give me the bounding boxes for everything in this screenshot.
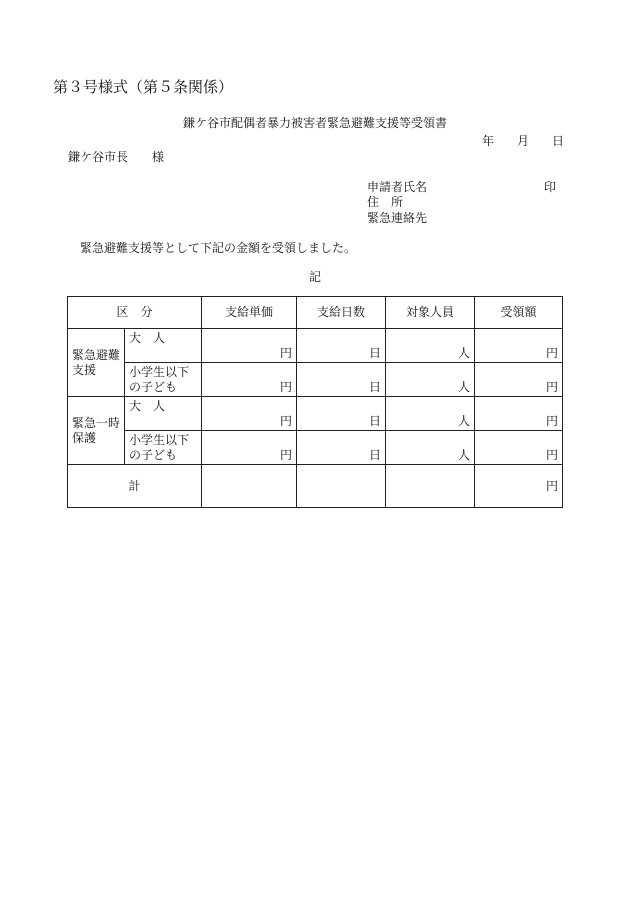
table-row bbox=[68, 363, 563, 397]
table-row bbox=[68, 329, 563, 363]
group-label-line: 緊急避難 bbox=[72, 347, 121, 362]
subcategory-child: 小学生以下 の子ども bbox=[125, 363, 202, 397]
table-row bbox=[68, 431, 563, 465]
total-days-cell bbox=[297, 465, 386, 508]
amount-cell: 円 bbox=[475, 363, 563, 397]
subcategory-child: 小学生以下 の子ども bbox=[125, 431, 202, 465]
date-day: 日 bbox=[552, 134, 565, 148]
header-category: 区 分 bbox=[68, 297, 202, 329]
seal-mark: 印 bbox=[544, 180, 557, 194]
total-label: 計 bbox=[68, 465, 202, 508]
amount-cell: 円 bbox=[475, 397, 563, 431]
applicant-address-label: 住 所 bbox=[367, 195, 404, 209]
persons-cell: 人 bbox=[386, 431, 475, 465]
persons-cell: 人 bbox=[386, 363, 475, 397]
persons-cell: 人 bbox=[386, 329, 475, 363]
document-title: 鎌ケ谷市配偶者暴力被害者緊急避難支援等受領書 bbox=[182, 116, 447, 130]
total-persons-cell bbox=[386, 465, 475, 508]
subcategory-adult: 大 人 bbox=[125, 397, 202, 431]
persons-cell: 人 bbox=[386, 397, 475, 431]
group-emergency-evacuation bbox=[68, 329, 125, 397]
table-row bbox=[68, 397, 563, 431]
date-month: 月 bbox=[517, 134, 530, 148]
total-row bbox=[68, 465, 563, 508]
group-label-line: 緊急一時 bbox=[72, 415, 121, 430]
days-cell: 日 bbox=[297, 329, 386, 363]
subcategory-adult: 大 人 bbox=[125, 329, 202, 363]
days-cell: 日 bbox=[297, 397, 386, 431]
date-year: 年 bbox=[482, 134, 495, 148]
header-persons: 対象人員 bbox=[386, 297, 475, 329]
unit-price-cell: 円 bbox=[202, 397, 297, 431]
table-header-row bbox=[68, 297, 563, 329]
form-number: 第３号様式（第５条関係） bbox=[53, 78, 234, 96]
days-cell: 日 bbox=[297, 431, 386, 465]
header-days: 支給日数 bbox=[297, 297, 386, 329]
applicant-name-label: 申請者氏名 bbox=[367, 180, 428, 194]
amount-cell: 円 bbox=[475, 431, 563, 465]
receipt-table bbox=[67, 296, 563, 508]
days-cell: 日 bbox=[297, 363, 386, 397]
emergency-contact-label: 緊急連絡先 bbox=[367, 211, 428, 225]
ki-mark: 記 bbox=[308, 270, 321, 284]
header-unit-price: 支給単価 bbox=[202, 297, 297, 329]
total-amount-cell: 円 bbox=[475, 465, 563, 508]
group-emergency-temporary-protection bbox=[68, 397, 125, 465]
group-label-line: 支援 bbox=[72, 362, 97, 377]
amount-cell: 円 bbox=[475, 329, 563, 363]
body-text: 緊急避難支援等として下記の金額を受領しました。 bbox=[80, 241, 357, 255]
addressee: 鎌ケ谷市長 様 bbox=[68, 150, 165, 164]
header-amount: 受領額 bbox=[475, 297, 563, 329]
unit-price-cell: 円 bbox=[202, 329, 297, 363]
unit-price-cell: 円 bbox=[202, 363, 297, 397]
group-label-line: 保護 bbox=[72, 430, 97, 445]
total-unit-price-cell bbox=[202, 465, 297, 508]
unit-price-cell: 円 bbox=[202, 431, 297, 465]
